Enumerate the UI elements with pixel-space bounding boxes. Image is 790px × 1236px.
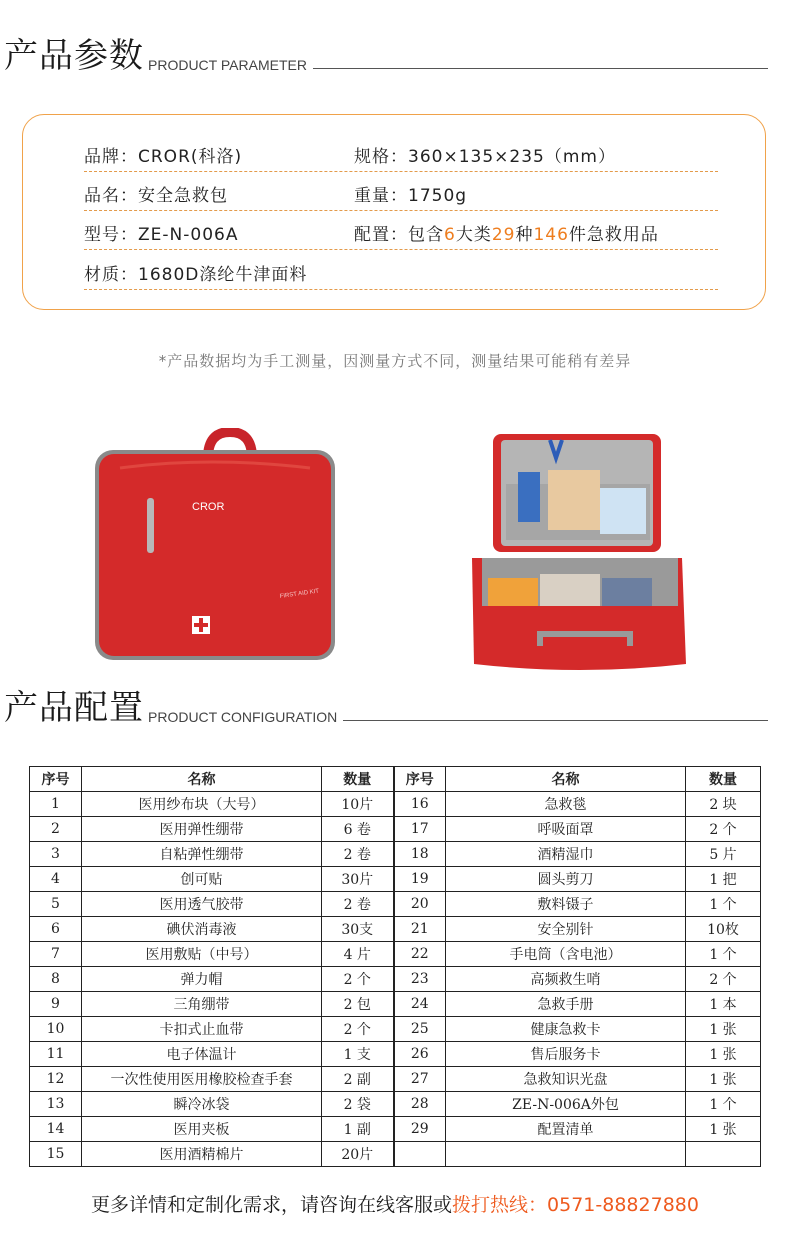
- param-row-4: [84, 251, 718, 290]
- divider: [313, 68, 768, 69]
- table-row: [30, 1017, 761, 1042]
- item-quantity: 20片: [322, 1142, 394, 1167]
- item-name: 售后服务卡: [446, 1042, 686, 1067]
- footer-contact: [0, 1190, 790, 1217]
- item-quantity: 2 个: [322, 1017, 394, 1042]
- item-index: 15: [30, 1142, 82, 1167]
- divider: [343, 720, 768, 721]
- item-name: 酒精湿巾: [446, 842, 686, 867]
- item-quantity: 1 副: [322, 1117, 394, 1142]
- section-title-cn: 产品参数: [4, 36, 144, 76]
- item-quantity: 1 张: [686, 1042, 761, 1067]
- item-name: 电子体温计: [82, 1042, 322, 1067]
- table-row: [30, 1142, 761, 1167]
- table-row: [30, 817, 761, 842]
- item-name: [446, 1142, 686, 1167]
- item-name: 弹力帽: [82, 967, 322, 992]
- item-quantity: 2 卷: [322, 842, 394, 867]
- table-row: [30, 867, 761, 892]
- item-name: 敷料镊子: [446, 892, 686, 917]
- item-index: 9: [30, 992, 82, 1017]
- item-quantity: 2 个: [686, 817, 761, 842]
- item-index: 21: [394, 917, 446, 942]
- item-quantity: 2 块: [686, 792, 761, 817]
- config-number: 6: [444, 225, 456, 245]
- open-bag-image: [472, 434, 686, 670]
- item-name: 呼吸面罩: [446, 817, 686, 842]
- item-quantity: 1 个: [686, 1092, 761, 1117]
- item-index: 26: [394, 1042, 446, 1067]
- item-index: 14: [30, 1117, 82, 1142]
- name-value: 安全急救包: [138, 186, 228, 206]
- item-name: 医用纱布块（大号）: [82, 792, 322, 817]
- size-value: 360×135×235（mm）: [408, 147, 616, 167]
- param-row-2: [84, 172, 718, 211]
- header-name: 名称: [446, 767, 686, 792]
- item-quantity: 1 张: [686, 1067, 761, 1092]
- item-name: 三角绷带: [82, 992, 322, 1017]
- item-quantity: 2 卷: [322, 892, 394, 917]
- table-row: [30, 842, 761, 867]
- model-label: 型号：: [84, 225, 138, 245]
- item-quantity: 1 把: [686, 867, 761, 892]
- item-index: 8: [30, 967, 82, 992]
- item-index: 27: [394, 1067, 446, 1092]
- material-label: 材质：: [84, 265, 138, 285]
- item-quantity: 1 张: [686, 1017, 761, 1042]
- brand-value: CROR(科洛): [138, 147, 243, 167]
- item-name: ZE-N-006A外包: [446, 1092, 686, 1117]
- bag-logo: CROR: [192, 501, 225, 513]
- item-quantity: 1 支: [322, 1042, 394, 1067]
- weight-value: 1750g: [408, 186, 468, 206]
- config-text: 包含: [408, 225, 444, 245]
- item-quantity: 2 个: [322, 967, 394, 992]
- material-value: 1680D涤纶牛津面料: [138, 265, 308, 285]
- item-name: 瞬冷冰袋: [82, 1092, 322, 1117]
- item-index: 17: [394, 817, 446, 842]
- item-name: 急救毯: [446, 792, 686, 817]
- table-row: [30, 992, 761, 1017]
- config-number: 29: [491, 225, 516, 245]
- item-quantity: 1 张: [686, 1117, 761, 1142]
- param-row-3: [84, 211, 718, 250]
- item-index: 22: [394, 942, 446, 967]
- section-title-cn: 产品配置: [4, 688, 144, 728]
- table-row: [30, 892, 761, 917]
- header-index: 序号: [394, 767, 446, 792]
- item-index: 16: [394, 792, 446, 817]
- item-name: 医用透气胶带: [82, 892, 322, 917]
- header-quantity: 数量: [686, 767, 761, 792]
- item-index: 11: [30, 1042, 82, 1067]
- header-name: 名称: [82, 767, 322, 792]
- item-index: 5: [30, 892, 82, 917]
- section-title-en: PRODUCT CONFIGURATION: [148, 709, 338, 725]
- footer-text: 更多详情和定制化需求，请咨询在线客服或: [91, 1194, 453, 1216]
- item-quantity: 2 袋: [322, 1092, 394, 1117]
- item-name: 医用敷贴（中号）: [82, 942, 322, 967]
- brand-label: 品牌：: [84, 147, 138, 167]
- table-row: [30, 917, 761, 942]
- product-photos: [80, 428, 700, 678]
- item-name: 健康急救卡: [446, 1017, 686, 1042]
- model-value: ZE-N-006A: [138, 225, 239, 245]
- config-text: 大类: [455, 225, 492, 245]
- item-name: 医用夹板: [82, 1117, 322, 1142]
- config-text: 种: [515, 225, 534, 245]
- header-index: 序号: [30, 767, 82, 792]
- table-row: [30, 1117, 761, 1142]
- item-name: 安全别针: [446, 917, 686, 942]
- configuration-table: [29, 766, 761, 1167]
- item-index: 4: [30, 867, 82, 892]
- weight-label: 重量：: [354, 186, 408, 206]
- item-quantity: 30支: [322, 917, 394, 942]
- table-row: [30, 1042, 761, 1067]
- table-header-row: [30, 767, 761, 792]
- header-quantity: 数量: [322, 767, 394, 792]
- item-index: 13: [30, 1092, 82, 1117]
- item-quantity: 6 卷: [322, 817, 394, 842]
- closed-bag-image: [95, 432, 335, 660]
- item-name: 手电筒（含电池）: [446, 942, 686, 967]
- item-name: 医用酒精棉片: [82, 1142, 322, 1167]
- item-quantity: [686, 1142, 761, 1167]
- config-label: 配置：: [354, 225, 408, 245]
- item-name: 自粘弹性绷带: [82, 842, 322, 867]
- item-quantity: 5 片: [686, 842, 761, 867]
- table-row: [30, 1067, 761, 1092]
- table-row: [30, 792, 761, 817]
- item-index: 7: [30, 942, 82, 967]
- item-index: 20: [394, 892, 446, 917]
- item-quantity: 2 副: [322, 1067, 394, 1092]
- item-name: 高频救生哨: [446, 967, 686, 992]
- item-index: 23: [394, 967, 446, 992]
- item-quantity: 1 个: [686, 942, 761, 967]
- table-row: [30, 942, 761, 967]
- item-index: 1: [30, 792, 82, 817]
- measurement-note: *产品数据均为手工测量，因测量方式不同，测量结果可能稍有差异: [158, 352, 632, 370]
- section-header-parameter: [0, 36, 768, 76]
- table-row: [30, 967, 761, 992]
- config-number: 146: [533, 225, 569, 245]
- item-index: 29: [394, 1117, 446, 1142]
- item-index: 10: [30, 1017, 82, 1042]
- item-index: 19: [394, 867, 446, 892]
- item-index: 2: [30, 817, 82, 842]
- table-row: [30, 1092, 761, 1117]
- item-name: 急救手册: [446, 992, 686, 1017]
- item-quantity: 4 片: [322, 942, 394, 967]
- item-index: 18: [394, 842, 446, 867]
- config-text: 件急救用品: [568, 225, 659, 245]
- name-label: 品名：: [84, 186, 138, 206]
- item-name: 创可贴: [82, 867, 322, 892]
- item-index: [394, 1142, 446, 1167]
- item-name: 圆头剪刀: [446, 867, 686, 892]
- item-index: 3: [30, 842, 82, 867]
- section-header-configuration: [0, 688, 768, 728]
- item-quantity: 10片: [322, 792, 394, 817]
- item-name: 卡扣式止血带: [82, 1017, 322, 1042]
- item-name: 急救知识光盘: [446, 1067, 686, 1092]
- section-title-en: PRODUCT PARAMETER: [148, 57, 307, 73]
- item-index: 28: [394, 1092, 446, 1117]
- item-index: 12: [30, 1067, 82, 1092]
- item-index: 24: [394, 992, 446, 1017]
- item-quantity: 1 本: [686, 992, 761, 1017]
- item-quantity: 2 个: [686, 967, 761, 992]
- item-name: 配置清单: [446, 1117, 686, 1142]
- item-quantity: 1 个: [686, 892, 761, 917]
- item-index: 25: [394, 1017, 446, 1042]
- item-name: 医用弹性绷带: [82, 817, 322, 842]
- param-row-1: [84, 133, 718, 172]
- bag-label: FIRST AID KIT: [279, 588, 320, 600]
- item-name: 碘伏消毒液: [82, 917, 322, 942]
- item-quantity: 30片: [322, 867, 394, 892]
- item-quantity: 10枚: [686, 917, 761, 942]
- size-label: 规格：: [354, 147, 408, 167]
- item-name: 一次性使用医用橡胶检查手套: [82, 1067, 322, 1092]
- hotline[interactable]: 拨打热线：0571-88827880: [452, 1194, 699, 1216]
- item-index: 6: [30, 917, 82, 942]
- item-quantity: 2 包: [322, 992, 394, 1017]
